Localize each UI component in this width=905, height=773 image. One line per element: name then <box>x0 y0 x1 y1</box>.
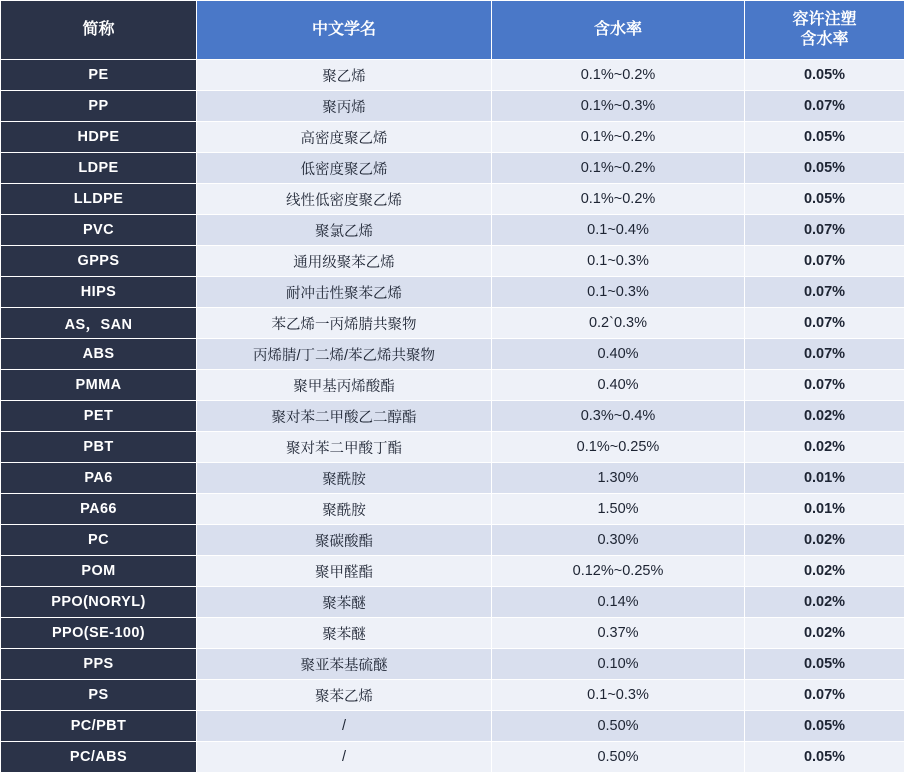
cell-allowed-moisture: 0.01% <box>745 463 905 494</box>
cell-allowed-moisture: 0.02% <box>745 525 905 556</box>
cell-abbreviation: PC <box>1 525 197 556</box>
cell-chinese-name: 聚甲醛酯 <box>197 556 492 587</box>
cell-abbreviation: LLDPE <box>1 184 197 215</box>
cell-chinese-name: 聚对苯二甲酸乙二醇酯 <box>197 401 492 432</box>
cell-moisture-content: 0.1~0.3% <box>492 246 745 277</box>
cell-allowed-moisture: 0.05% <box>745 711 905 742</box>
cell-chinese-name: 苯乙烯一丙烯腈共聚物 <box>197 308 492 339</box>
cell-abbreviation: PC/PBT <box>1 711 197 742</box>
table-row <box>1 184 905 215</box>
table-row <box>1 618 905 649</box>
cell-chinese-name: 聚乙烯 <box>197 60 492 91</box>
cell-moisture-content: 0.1%~0.3% <box>492 91 745 122</box>
column-header-chinese-name: 中文学名 <box>197 1 492 60</box>
cell-chinese-name: 低密度聚乙烯 <box>197 153 492 184</box>
cell-chinese-name: 聚甲基丙烯酸酯 <box>197 370 492 401</box>
cell-moisture-content: 0.1%~0.2% <box>492 184 745 215</box>
cell-allowed-moisture: 0.07% <box>745 308 905 339</box>
cell-allowed-moisture: 0.05% <box>745 122 905 153</box>
table-header <box>1 1 905 60</box>
cell-abbreviation: PET <box>1 401 197 432</box>
cell-chinese-name: 线性低密度聚乙烯 <box>197 184 492 215</box>
table-row <box>1 649 905 680</box>
column-header-allowed-moisture-line1: 容许注塑 <box>792 11 857 28</box>
cell-chinese-name: 聚丙烯 <box>197 91 492 122</box>
table-row <box>1 525 905 556</box>
cell-abbreviation: HIPS <box>1 277 197 308</box>
cell-chinese-name: 耐冲击性聚苯乙烯 <box>197 277 492 308</box>
cell-chinese-name: 聚碳酸酯 <box>197 525 492 556</box>
table-body <box>1 60 905 773</box>
cell-abbreviation: GPPS <box>1 246 197 277</box>
cell-chinese-name: / <box>197 742 492 773</box>
cell-allowed-moisture: 0.07% <box>745 277 905 308</box>
table-row <box>1 308 905 339</box>
cell-allowed-moisture: 0.02% <box>745 618 905 649</box>
cell-abbreviation: HDPE <box>1 122 197 153</box>
cell-allowed-moisture: 0.05% <box>745 60 905 91</box>
table-row <box>1 742 905 773</box>
cell-abbreviation: PA66 <box>1 494 197 525</box>
cell-moisture-content: 0.37% <box>492 618 745 649</box>
cell-moisture-content: 0.50% <box>492 742 745 773</box>
column-header-allowed-moisture <box>745 1 905 60</box>
cell-abbreviation: PS <box>1 680 197 711</box>
cell-chinese-name: / <box>197 711 492 742</box>
cell-allowed-moisture: 0.05% <box>745 649 905 680</box>
cell-moisture-content: 0.1%~0.2% <box>492 153 745 184</box>
column-header-allowed-moisture-line2: 含水率 <box>800 31 849 48</box>
cell-allowed-moisture: 0.07% <box>745 246 905 277</box>
table-row <box>1 463 905 494</box>
table-row <box>1 339 905 370</box>
table-row <box>1 215 905 246</box>
table-row <box>1 122 905 153</box>
cell-abbreviation: ABS <box>1 339 197 370</box>
table-row <box>1 277 905 308</box>
cell-chinese-name: 通用级聚苯乙烯 <box>197 246 492 277</box>
table-header-row <box>1 1 905 60</box>
cell-allowed-moisture: 0.07% <box>745 680 905 711</box>
cell-abbreviation: AS，SAN <box>1 308 197 339</box>
cell-abbreviation: PPO(SE-100) <box>1 618 197 649</box>
cell-allowed-moisture: 0.05% <box>745 742 905 773</box>
cell-allowed-moisture: 0.02% <box>745 432 905 463</box>
cell-chinese-name: 聚苯乙烯 <box>197 680 492 711</box>
cell-moisture-content: 0.10% <box>492 649 745 680</box>
cell-abbreviation: PA6 <box>1 463 197 494</box>
cell-moisture-content: 1.50% <box>492 494 745 525</box>
cell-chinese-name: 聚酰胺 <box>197 463 492 494</box>
cell-chinese-name: 聚苯醚 <box>197 587 492 618</box>
table-row <box>1 153 905 184</box>
cell-chinese-name: 丙烯腈/丁二烯/苯乙烯共聚物 <box>197 339 492 370</box>
cell-moisture-content: 0.30% <box>492 525 745 556</box>
table-row <box>1 246 905 277</box>
table-row <box>1 432 905 463</box>
cell-moisture-content: 0.1%~0.2% <box>492 60 745 91</box>
cell-allowed-moisture: 0.02% <box>745 556 905 587</box>
cell-chinese-name: 高密度聚乙烯 <box>197 122 492 153</box>
cell-abbreviation: LDPE <box>1 153 197 184</box>
cell-chinese-name: 聚酰胺 <box>197 494 492 525</box>
cell-allowed-moisture: 0.01% <box>745 494 905 525</box>
cell-allowed-moisture: 0.02% <box>745 587 905 618</box>
table-row <box>1 556 905 587</box>
table-row <box>1 494 905 525</box>
cell-abbreviation: PMMA <box>1 370 197 401</box>
cell-allowed-moisture: 0.07% <box>745 215 905 246</box>
cell-moisture-content: 0.12%~0.25% <box>492 556 745 587</box>
cell-moisture-content: 1.30% <box>492 463 745 494</box>
cell-abbreviation: PVC <box>1 215 197 246</box>
cell-moisture-content: 0.14% <box>492 587 745 618</box>
cell-abbreviation: PPS <box>1 649 197 680</box>
cell-moisture-content: 0.3%~0.4% <box>492 401 745 432</box>
cell-allowed-moisture: 0.05% <box>745 153 905 184</box>
cell-moisture-content: 0.1%~0.25% <box>492 432 745 463</box>
table-row <box>1 91 905 122</box>
cell-chinese-name: 聚对苯二甲酸丁酯 <box>197 432 492 463</box>
cell-allowed-moisture: 0.07% <box>745 91 905 122</box>
cell-allowed-moisture: 0.02% <box>745 401 905 432</box>
cell-abbreviation: PBT <box>1 432 197 463</box>
cell-chinese-name: 聚苯醚 <box>197 618 492 649</box>
table-row <box>1 370 905 401</box>
cell-abbreviation: POM <box>1 556 197 587</box>
cell-allowed-moisture: 0.07% <box>745 339 905 370</box>
cell-abbreviation: PC/ABS <box>1 742 197 773</box>
cell-moisture-content: 0.40% <box>492 370 745 401</box>
cell-moisture-content: 0.40% <box>492 339 745 370</box>
cell-chinese-name: 聚氯乙烯 <box>197 215 492 246</box>
cell-allowed-moisture: 0.07% <box>745 370 905 401</box>
cell-abbreviation: PE <box>1 60 197 91</box>
table-row <box>1 60 905 91</box>
column-header-moisture-content: 含水率 <box>492 1 745 60</box>
cell-moisture-content: 0.1~0.3% <box>492 680 745 711</box>
table-row <box>1 680 905 711</box>
table-row <box>1 401 905 432</box>
cell-abbreviation: PP <box>1 91 197 122</box>
table-row <box>1 587 905 618</box>
cell-abbreviation: PPO(NORYL) <box>1 587 197 618</box>
column-header-abbreviation: 简称 <box>1 1 197 60</box>
cell-moisture-content: 0.1~0.4% <box>492 215 745 246</box>
cell-moisture-content: 0.50% <box>492 711 745 742</box>
cell-allowed-moisture: 0.05% <box>745 184 905 215</box>
table-row <box>1 711 905 742</box>
cell-moisture-content: 0.1%~0.2% <box>492 122 745 153</box>
cell-chinese-name: 聚亚苯基硫醚 <box>197 649 492 680</box>
cell-moisture-content: 0.1~0.3% <box>492 277 745 308</box>
cell-moisture-content: 0.2`0.3% <box>492 308 745 339</box>
